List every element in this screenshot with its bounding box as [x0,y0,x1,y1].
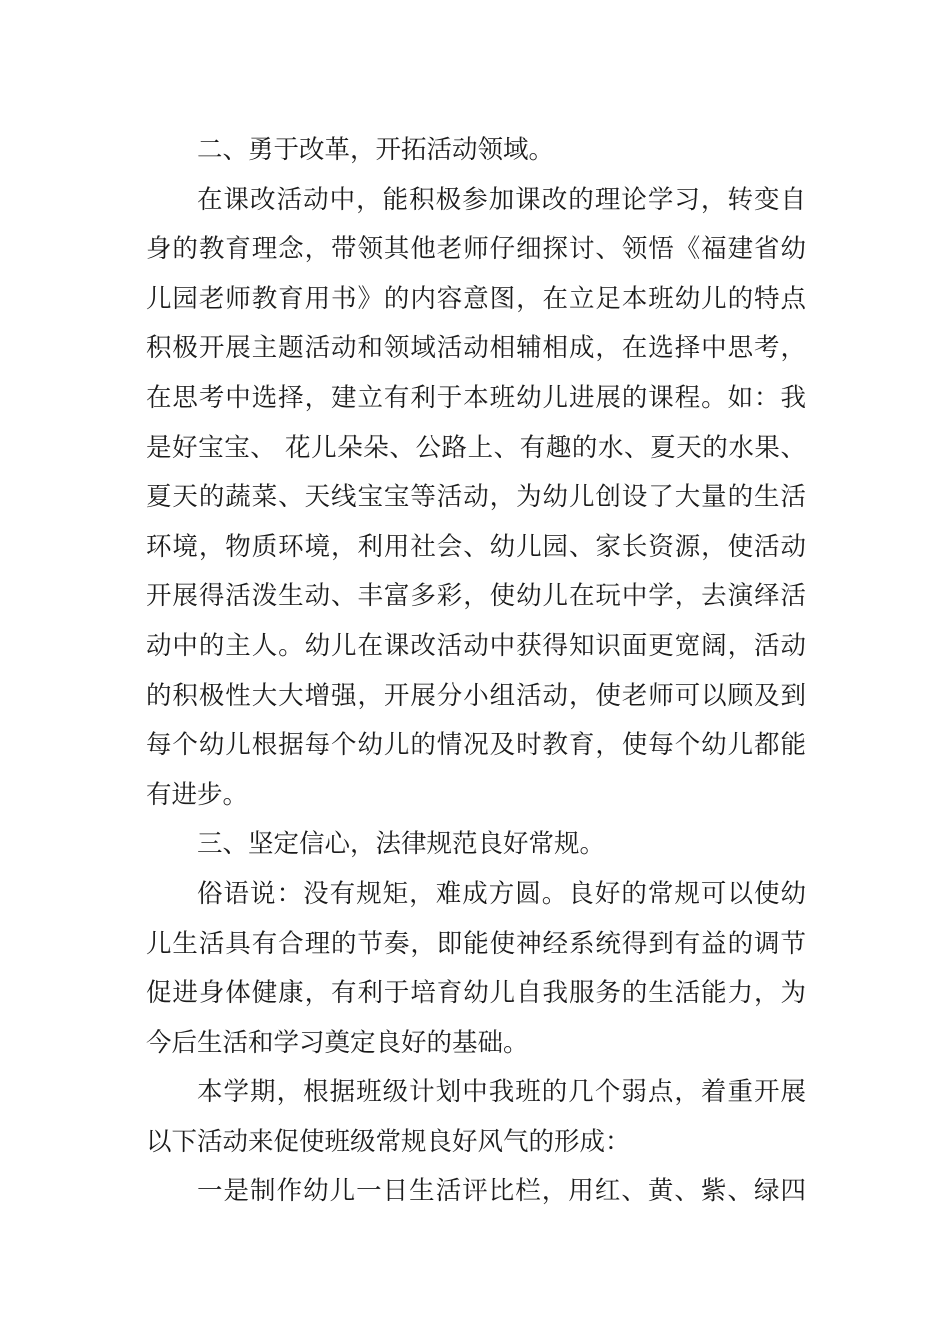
paragraph-line: 在课改活动中，能积极参加课改的理论学习，转变自 [197,184,806,215]
paragraph-line: 夏天的蔬菜、天线宝宝等活动，为幼儿创设了大量的生活 [146,482,806,513]
paragraph-line: 动中的主人。幼儿在课改活动中获得知识面更宽阔，活动 [146,630,806,661]
paragraph-line: 有进步。 [146,779,249,810]
paragraph-line: 儿生活具有合理的节奏，即能使神经系统得到有益的调节 [146,928,806,959]
paragraph-line: 开展得活泼生动、丰富多彩，使幼儿在玩中学，去演绎活 [146,581,806,612]
paragraph-line: 促进身体健康，有利于培育幼儿自我服务的生活能力，为 [146,978,806,1009]
paragraph-line: 一是制作幼儿一日生活评比栏，用红、黄、紫、绿四 [197,1176,806,1207]
paragraph-line: 积极开展主题活动和领域活动相辅相成，在选择中思考， [146,333,806,364]
paragraph-line: 在思考中选择，建立有利于本班幼儿进展的课程。如：我 [146,382,806,413]
paragraph-line: 身的教育理念，带领其他老师仔细探讨、领悟《福建省幼 [146,234,806,265]
document-body [146,126,806,1217]
paragraph-line: 是好宝宝、 花儿朵朵、公路上、有趣的水、夏天的水果、 [146,432,806,463]
paragraph-line: 每个幼儿根据每个幼儿的情况及时教育，使每个幼儿都能 [146,730,806,761]
paragraph-line: 俗语说：没有规矩，难成方圆。良好的常规可以使幼 [197,878,806,909]
paragraph-line: 环境，物质环境，利用社会、幼儿园、家长资源，使活动 [146,531,806,562]
paragraph-line: 的积极性大大增强，开展分小组活动，使老师可以顾及到 [146,680,806,711]
paragraph-line: 今后生活和学习奠定良好的基础。 [146,1027,529,1058]
section-heading-routine: 三、坚定信心，法律规范良好常规。 [197,829,606,860]
paragraph-line: 本学期，根据班级计划中我班的几个弱点，着重开展 [197,1077,806,1108]
paragraph-line: 以下活动来促使班级常规良好风气的形成： [146,1126,631,1157]
paragraph-line: 儿园老师教育用书》的内容意图，在立足本班幼儿的特点 [146,283,806,314]
section-heading-reform: 二、勇于改革，开拓活动领域。 [197,135,555,165]
